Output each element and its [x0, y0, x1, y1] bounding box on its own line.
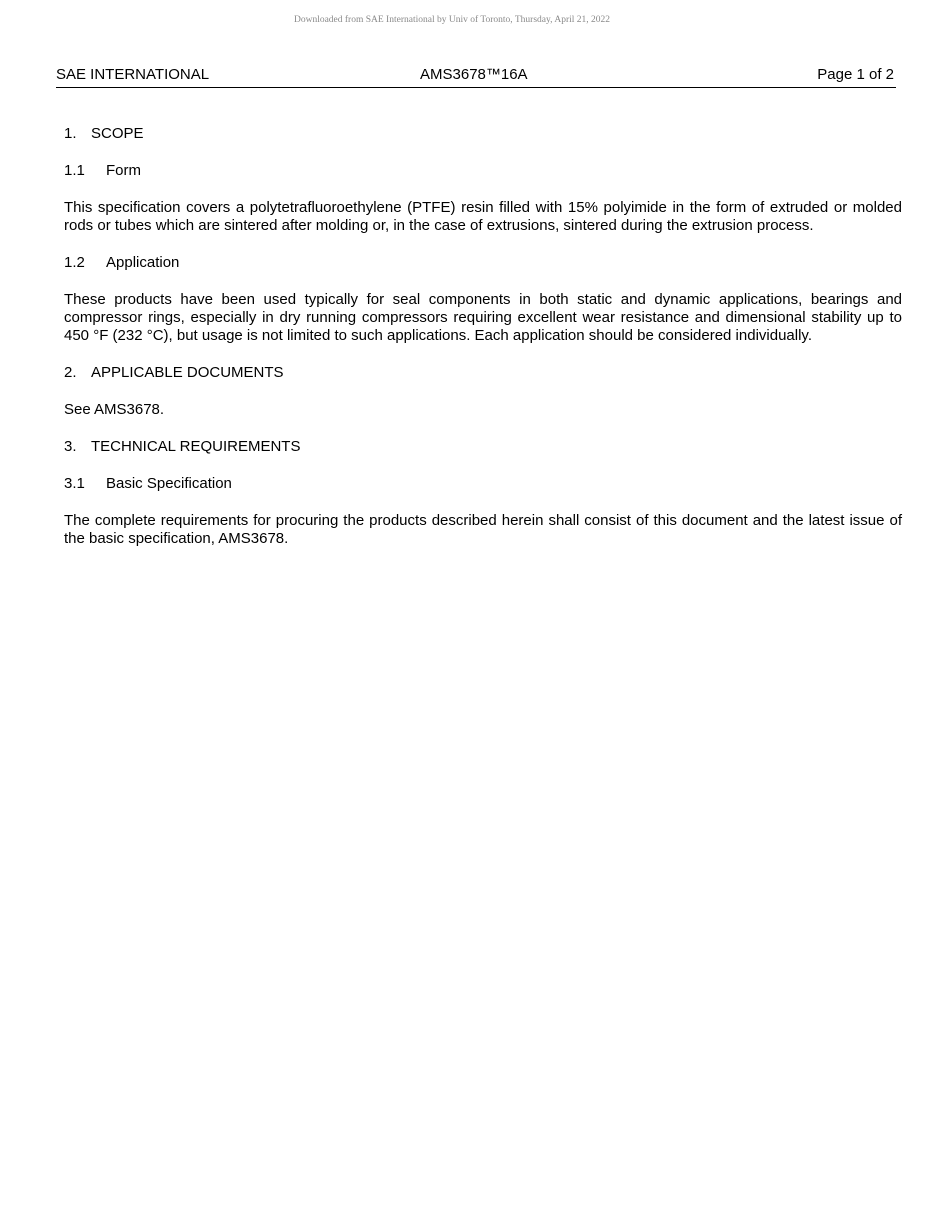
document-body	[64, 125, 902, 567]
header-organization: SAE INTERNATIONAL	[56, 66, 210, 83]
section-number: 2.	[64, 364, 77, 381]
page-header	[56, 66, 896, 88]
section-title: Form	[106, 162, 141, 179]
section-heading-application	[64, 254, 902, 272]
section-heading-technical-requirements	[64, 438, 902, 456]
section-number: 3.	[64, 438, 77, 455]
application-paragraph: These products have been used typically for seal components in both static and dynamic applications, bearings and compressor rings, especially in dry running compressors requiring excellent wear resistance and dimensional stability up to 450 °F (232 °C), but usage is not limited to such applications. Each application should be considered individually.	[64, 291, 902, 344]
header-page-number: Page 1 of 2	[817, 66, 894, 83]
form-paragraph: This specification covers a polytetrafluoroethylene (PTFE) resin filled with 15% polyimide in the form of extruded or molded rods or tubes which are sintered after molding or, in the case of extrusions, sintered during the extrusion process.	[64, 199, 902, 234]
section-number: 1.	[64, 125, 77, 142]
section-title: SCOPE	[91, 125, 144, 142]
section-number: 1.1	[64, 162, 85, 179]
header-document-number: AMS3678™16A	[420, 66, 528, 83]
section-heading-basic-specification	[64, 475, 902, 493]
section-number: 3.1	[64, 475, 85, 492]
section-title: TECHNICAL REQUIREMENTS	[91, 438, 301, 455]
basic-specification-paragraph: The complete requirements for procuring the products described herein shall consist of this document and the latest issue of the basic specification, AMS3678.	[64, 512, 902, 547]
download-watermark: Downloaded from SAE International by Univ of Toronto, Thursday, April 21, 2022	[293, 15, 611, 25]
section-number: 1.2	[64, 254, 85, 271]
section-heading-form	[64, 162, 902, 180]
applicable-documents-paragraph: See AMS3678.	[64, 401, 165, 418]
section-heading-scope	[64, 125, 902, 143]
section-title: Application	[106, 254, 180, 271]
section-heading-applicable-documents	[64, 364, 902, 382]
section-title: APPLICABLE DOCUMENTS	[91, 364, 284, 381]
section-title: Basic Specification	[106, 475, 232, 492]
